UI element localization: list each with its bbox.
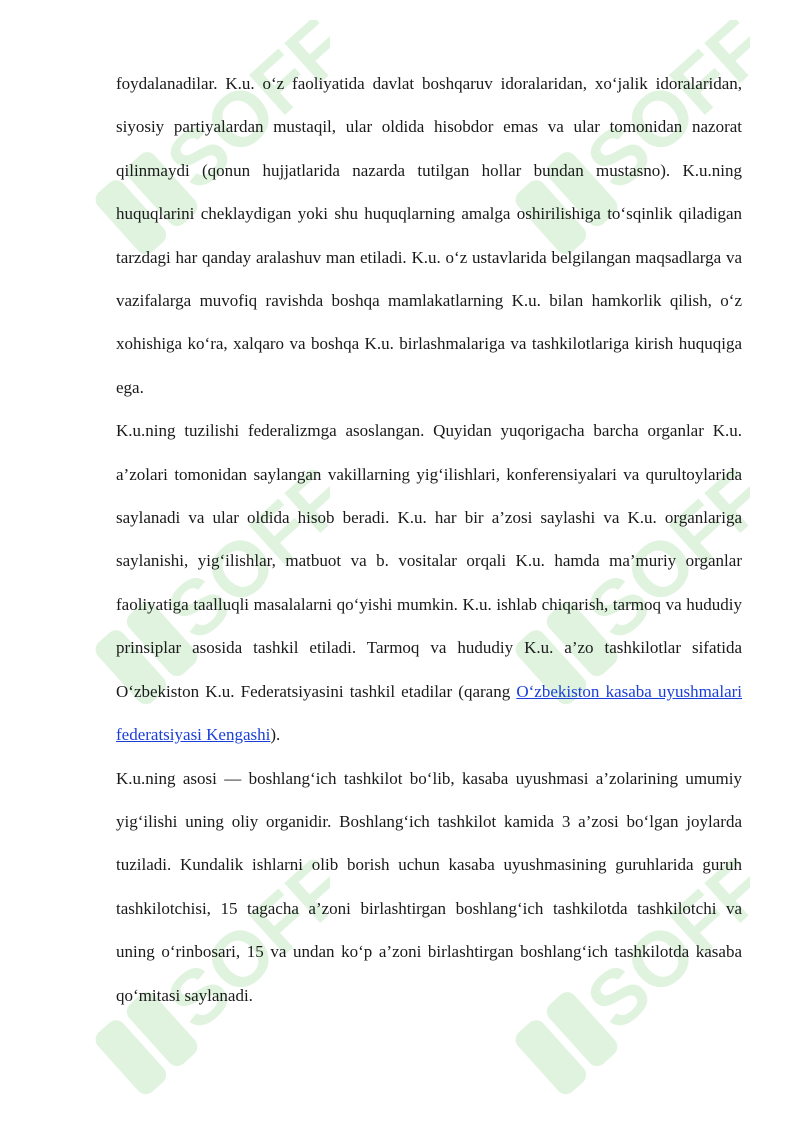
paragraph-text-end: ).	[270, 725, 281, 745]
federation-council-link[interactable]: O‘zbekiston kasaba uyushmalari federatsiyasi Kengashi	[116, 681, 743, 745]
paragraph-text: foydalanadilar. K.u. o‘z faoliyatida davlat boshqaruv idoralaridan, xo‘jalik idoralaridan, siyosiy partiyalardan mustaqil, ular oldida hisobdor emas va ular tomonidan nazorat qilinmaydi (qonun hujjatlarida nazarda tutilgan hollar bundan mustasno). K.u.ning huquqlarini cheklaydigan yoki shu huquqlarning amalga oshirilishiga to‘sqinlik qiladigan tarzdagi har qanday aralashuv man etiladi. K.u. o‘z ustavlarida belgilangan maqsadlarga va vazifalarga muvofiq ravishda boshqa mamlakatlarning K.u. bilan hamkorlik qilish, o‘z xohishiga ko‘ra, xalqaro va boshqa K.u. birlashmalariga va tashkilotlariga kirish huquqiga ega.	[116, 74, 742, 397]
paragraph	[116, 757, 742, 1017]
svg-text:SOFF: SOFF	[569, 20, 750, 207]
paragraph-text: K.u.ning asosi — boshlang‘ich tashkilot bo‘lib, kasaba uyushmasi a’zolarining umumiy yig‘ilishi uning oliy organidir. Boshlang‘ich tashkilot kamida 3 a’zosi bo‘lgan joylarda tuziladi. Kundalik ishlarni olib borish uchun kasaba uyushmasining guruhlarida guruh tashkilotchisi, 15 tagacha a’zoni birlashtirgan boshlang‘ich tashkilotda tashkilotchi va uning o‘rinbosari, 15 va undan ko‘p a’zoni birlashtirgan boshlang‘ich tashkilotda kasaba qo‘mitasi saylanadi.	[116, 768, 742, 1005]
svg-text:SOFF: SOFF	[569, 860, 750, 1047]
document-body	[116, 62, 742, 1017]
svg-text:SOFF: SOFF	[149, 20, 330, 207]
paragraph	[116, 409, 742, 756]
svg-text:SOFF: SOFF	[569, 470, 750, 657]
svg-text:SOFF: SOFF	[149, 860, 330, 1047]
paragraph-text: K.u.ning tuzilishi federalizmga asoslangan. Quyidan yuqorigacha barcha organlar K.u. a’zolari tomonidan saylangan vakillarning yig‘ilishlari, konferensiyalari va qurultoylarida saylanadi va ular oldida hisob beradi. K.u. har bir a’zosi saylashi va K.u. organlariga saylanishi, yig‘ilishlar, matbuot va b. vositalar orqali K.u. hamda ma’muriy organlar faoliyatiga taalluqli masalalarni qo‘yishi mumkin. K.u. ishlab chiqarish, tarmoq va hududiy prinsiplar asosida tashkil etiladi. Tarmoq va hududiy K.u. a’zo tashkilotlar sifatida O‘zbekiston K.u. Federatsiyasini tashkil etadilar (qarang	[116, 421, 742, 701]
paragraph	[116, 62, 742, 409]
svg-text:SOFF: SOFF	[149, 470, 330, 657]
